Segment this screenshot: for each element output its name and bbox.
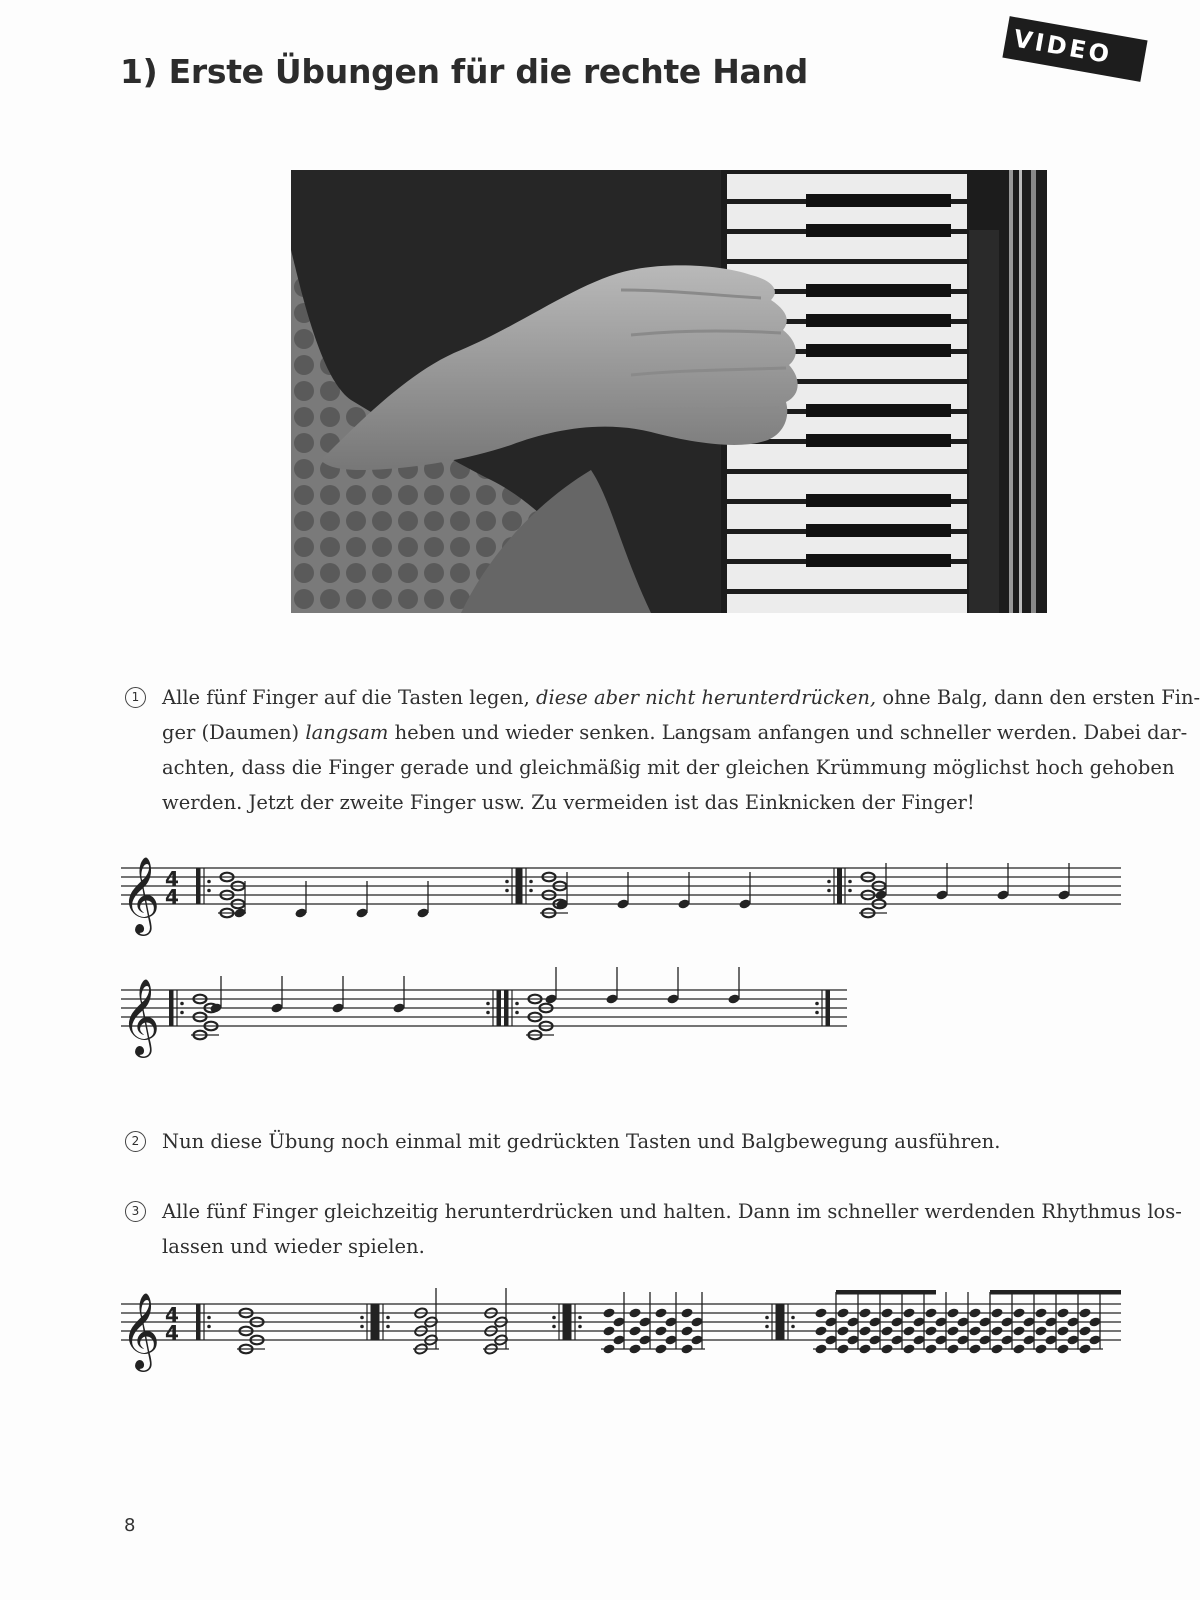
repeat-dot [578, 1325, 582, 1329]
instruction-line: Nun diese Übung noch einmal mit gedrückten Tasten und Balgbewegung ausführen. [162, 1130, 1001, 1153]
instruction-line: ger (Daumen) langsam heben und wieder senken. Langsam anfangen und schneller werden. Dabei dar- [162, 721, 1188, 744]
chord-note-head [602, 1325, 615, 1336]
chord-note-head [1078, 1325, 1091, 1336]
repeat-thick-bar [567, 1304, 572, 1340]
chord-note-head [858, 1307, 871, 1318]
chord-note-head [1012, 1307, 1025, 1318]
chord-note-head [836, 1325, 849, 1336]
accordion-hand-photo [291, 170, 1047, 613]
repeat-dot [791, 1325, 795, 1329]
treble-clef-icon: 𝄞 [121, 856, 161, 933]
instruction-text [162, 1194, 1182, 1264]
chord-note-head [924, 1325, 937, 1336]
music-staff-3 [121, 1288, 1121, 1388]
chord-note-head [680, 1325, 693, 1336]
repeat-dot [578, 1316, 582, 1320]
eighth-beam [836, 1290, 936, 1295]
repeat-dot [848, 889, 852, 893]
repeat-dot [180, 1011, 184, 1015]
chord-note-head [814, 1307, 827, 1318]
repeat-dot [529, 889, 533, 893]
chord-note-head [1034, 1325, 1047, 1336]
repeat-thick-bar [169, 990, 174, 1026]
chord-note-head [968, 1307, 981, 1318]
instruction-text [162, 1124, 1000, 1159]
repeat-dot [505, 889, 509, 893]
chord-note-head [680, 1307, 693, 1318]
time-signature-bottom: 4 [165, 885, 179, 909]
instruction-line: Alle fünf Finger gleichzeitig herunterdrücken und halten. Dann im schneller werdenden Rhythmus los- [162, 1200, 1182, 1223]
page-title: 1) Erste Übungen für die rechte Hand [120, 52, 809, 91]
repeat-thick-bar [563, 1304, 568, 1340]
repeat-thick-bar [776, 1304, 781, 1340]
page-number: 8 [124, 1515, 136, 1536]
chord-note-head [814, 1325, 827, 1336]
repeat-dot [815, 1011, 819, 1015]
instruction-line: werden. Jetzt der zweite Finger usw. Zu vermeiden ist das Einknicken der Finger! [162, 791, 975, 814]
repeat-dot [486, 1002, 490, 1006]
repeat-dot [360, 1325, 364, 1329]
chord-note-head [836, 1307, 849, 1318]
repeat-dot [207, 880, 211, 884]
chord-note-head [654, 1307, 667, 1318]
repeat-dot [505, 880, 509, 884]
treble-clef-icon: 𝄞 [121, 1292, 161, 1369]
music-staff-1 [121, 852, 1121, 942]
chord-note-head [1034, 1307, 1047, 1318]
chord-note-head [1056, 1325, 1069, 1336]
chord-note-head [1012, 1325, 1025, 1336]
repeat-dot [207, 889, 211, 893]
chord-note-head [628, 1307, 641, 1318]
accordion-hand-illustration [291, 170, 1047, 613]
repeat-dot [552, 1325, 556, 1329]
chord-note-head [902, 1307, 915, 1318]
repeat-thick-bar [826, 990, 831, 1026]
instruction-line: lassen und wieder spielen. [162, 1235, 425, 1258]
repeat-dot [515, 1011, 519, 1015]
chord-note-head [602, 1307, 615, 1318]
repeat-dot [529, 880, 533, 884]
chord-note-head [924, 1307, 937, 1318]
repeat-dot [827, 889, 831, 893]
repeat-dot [515, 1002, 519, 1006]
repeat-thick-bar [196, 1304, 201, 1340]
treble-clef-icon: 𝄞 [121, 978, 161, 1055]
repeat-dot [207, 1316, 211, 1320]
instruction-line: Alle fünf Finger auf die Tasten legen, diese aber nicht herunterdrücken, ohne Balg, dann den ersten Fin- [162, 686, 1200, 709]
chord-note-head [880, 1307, 893, 1318]
repeat-thick-bar [837, 868, 842, 904]
chord-note-head [880, 1325, 893, 1336]
time-signature-top: 4 [165, 1303, 179, 1327]
repeat-thick-bar [196, 868, 201, 904]
chord-note-head [1056, 1307, 1069, 1318]
chord-note-head [1078, 1307, 1091, 1318]
repeat-dot [386, 1325, 390, 1329]
eighth-beam [990, 1290, 1121, 1295]
chord-note-head [902, 1325, 915, 1336]
repeat-thick-bar [518, 868, 523, 904]
repeat-thick-bar [371, 1304, 376, 1340]
chord-note-head [628, 1325, 641, 1336]
chord-note-head [654, 1325, 667, 1336]
repeat-dot [848, 880, 852, 884]
music-staff-2 [121, 974, 861, 1064]
repeat-dot [386, 1316, 390, 1320]
instruction-line: achten, dass die Finger gerade und gleichmäßig mit der gleichen Krümmung möglichst hoch gehoben [162, 756, 1175, 779]
instruction-text [162, 680, 1200, 820]
chord-note-head [858, 1325, 871, 1336]
repeat-dot [360, 1316, 364, 1320]
time-signature-bottom: 4 [165, 1321, 179, 1345]
repeat-thick-bar [504, 990, 509, 1026]
repeat-dot [207, 1325, 211, 1329]
repeat-dot [791, 1316, 795, 1320]
video-badge[interactable]: VIDEO [1002, 16, 1147, 82]
repeat-dot [180, 1002, 184, 1006]
chord-note-head [946, 1325, 959, 1336]
repeat-dot [765, 1316, 769, 1320]
instruction-number: 3 [125, 1201, 146, 1222]
repeat-dot [815, 1002, 819, 1006]
instruction-number: 2 [125, 1131, 146, 1152]
chord-note-head [990, 1307, 1003, 1318]
repeat-dot [827, 880, 831, 884]
chord-note-head [968, 1325, 981, 1336]
chord-note-head [946, 1307, 959, 1318]
repeat-dot [765, 1325, 769, 1329]
repeat-thick-bar [375, 1304, 380, 1340]
repeat-dot [486, 1011, 490, 1015]
time-signature-top: 4 [165, 867, 179, 891]
repeat-thick-bar [497, 990, 502, 1026]
instruction-number: 1 [125, 687, 146, 708]
repeat-dot [552, 1316, 556, 1320]
repeat-thick-bar [780, 1304, 785, 1340]
chord-note-head [990, 1325, 1003, 1336]
